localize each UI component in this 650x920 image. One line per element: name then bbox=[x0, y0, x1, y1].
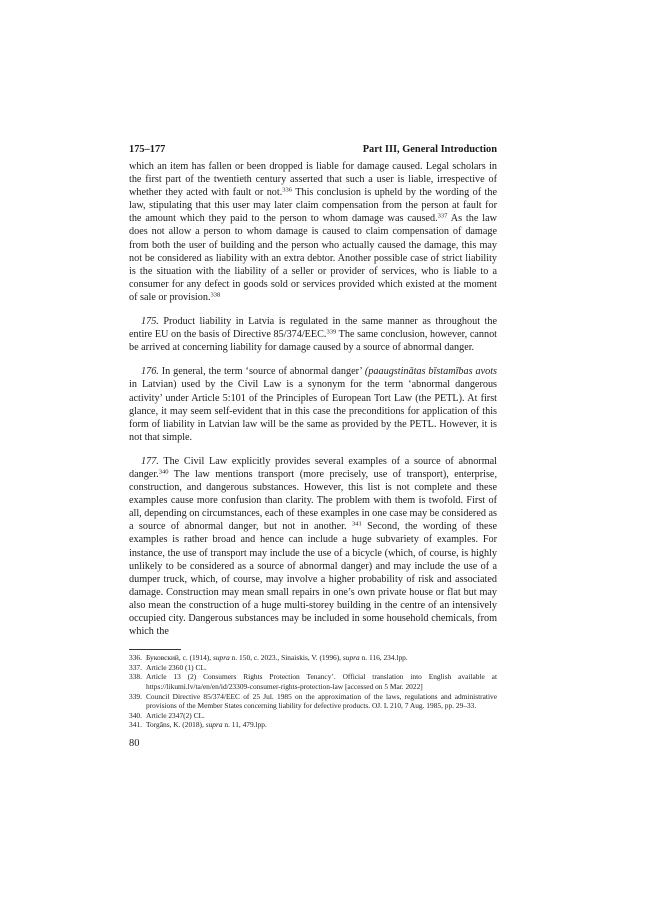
footnote-number: 336. bbox=[129, 653, 142, 663]
text: Second, the wording of these examples is rather broad and hence can include a huge subvariety of examples. For instance, the use of transport may include the use of a bicycle (which, of course, is highly unlikely to be considered as a source of abnormal danger) and may include the use of a dumper truck, which, of course, may involve a higher probability of risk and associated damage. Construction may mean small repairs in one’s own private house or flat but may also mean the construction of a huge multi-storey building in the centre of an intensively occupied city. Dangerous substances may be included in some household chemicals, from which the bbox=[129, 521, 497, 638]
footnote bbox=[129, 653, 497, 663]
citation-italic: supra bbox=[205, 720, 223, 730]
page-number: 80 bbox=[129, 737, 140, 749]
footnote-text bbox=[146, 692, 497, 711]
footnote-text bbox=[146, 663, 497, 673]
footnote-text bbox=[146, 711, 497, 721]
footnote bbox=[129, 663, 497, 673]
text: Product liability in Latvia is regulated in the same manner as throughout the entire EU on the basis of Directive 85/374/EEC. bbox=[129, 316, 498, 341]
latvian-term: (paaugstinātas bīstamības avots bbox=[364, 366, 497, 378]
paragraph-number: 176. bbox=[141, 366, 159, 378]
text: which an item has fallen or been dropped is liable for damage caused. Legal scholars in the first part of the twentieth century asserted that such a user is liable, irrespective of whether they acted with fault or not. bbox=[129, 161, 497, 199]
citation-text: n. 150, с. 2023., Sinaiskis, V. (1996), bbox=[229, 653, 343, 663]
footnote-divider bbox=[129, 649, 181, 650]
footnote-ref[interactable]: 336 bbox=[282, 186, 293, 194]
citation-text: Torgāns, K. (2018), bbox=[146, 720, 206, 730]
footnote-number: 341. bbox=[129, 720, 142, 730]
citation-text: Council Directive 85/374/EEC of 25 Jul. 1985 on the approximation of the laws, regulations and administrative provisions of the Member States concerning liability for defective products. OJ. L 210, 7 Aug. 1985, pp. 29–33. bbox=[146, 691, 497, 711]
footnote-text bbox=[146, 720, 497, 730]
text: This conclusion is upheld by the wording of the law, stipulating that this user may later claim compensation from the person at fault for the amount which they paid to the person to whom damage was caused. bbox=[129, 187, 498, 225]
running-header bbox=[129, 143, 497, 156]
footnote bbox=[129, 711, 497, 721]
footnote-number: 338. bbox=[129, 672, 142, 682]
citation-italic: supra bbox=[342, 653, 360, 663]
citation-text: Буковский, с. (1914), bbox=[146, 653, 213, 663]
text: The law mentions transport (more precisely, use of transport), enterprise, construction, and dangerous substances. However, this list is not complete and these examples cause more confusion than clarity. The problem with them is twofold. First of all, depending on circumstances, each of these examples in one case may be considered as a source of abnormal danger, but not in another. bbox=[129, 468, 497, 533]
book-page bbox=[129, 143, 497, 749]
text: As the law does not allow a person to whom damage is caused to claim compensation of damage from both the user of building and the person who actually caused the damage, this may not be considered as liability with an extra debtor. Another possible case of strict liability is the situation with the liability of a seller or provider of services, who is liable to a consumer for any defect in goods sold or services provided which existed at the moment of sale or provision. bbox=[129, 213, 498, 303]
footnotes bbox=[129, 653, 497, 730]
citation-text: Article 2347(2) CL. bbox=[146, 710, 205, 720]
footnote-number: 337. bbox=[129, 662, 142, 672]
citation-italic: supra bbox=[212, 653, 230, 663]
paragraph-176 bbox=[129, 365, 497, 444]
footnote-text bbox=[146, 653, 497, 663]
text: The same conclusion, however, cannot be arrived at concerning liability for damage caused by a source of abnormal danger. bbox=[129, 329, 497, 354]
footnote bbox=[129, 692, 497, 711]
footnote-ref[interactable]: 337 bbox=[437, 212, 448, 220]
text: in Latvian) used by the Civil Law is a synonym for the term ‘abnormal dangerous activity’ under Article 5:101 of the Principles of European Tort Law (the PETL). At first glance, it may seem self-evident that in this case the preconditions for application of this form of liability in Latvian law will be the same as provided by the PETL. However, it is not that simple. bbox=[129, 379, 497, 443]
citation-text: Article 2360 (1) CL. bbox=[146, 662, 207, 672]
paragraph-177 bbox=[129, 455, 497, 638]
text: The Civil Law explicitly provides several examples of a source of abnormal danger. bbox=[129, 455, 497, 480]
footnote-number: 339. bbox=[129, 691, 142, 701]
footnote-ref[interactable]: 338 bbox=[210, 291, 221, 299]
paragraph-175 bbox=[129, 315, 497, 354]
footnote-ref[interactable]: 341 bbox=[351, 520, 362, 528]
text: In general, the term ‘source of abnormal danger’ bbox=[161, 366, 365, 378]
paragraph-continued bbox=[129, 160, 497, 304]
footnote-ref[interactable]: 339 bbox=[326, 328, 337, 336]
footnote bbox=[129, 720, 497, 730]
footnote-number: 340. bbox=[129, 710, 142, 720]
footnote bbox=[129, 672, 497, 691]
header-part-title: Part III, General Introduction bbox=[362, 144, 497, 155]
header-section-numbers: 175–177 bbox=[129, 144, 166, 155]
citation-text: n. 11, 479.lpp. bbox=[222, 720, 267, 730]
citation-text: Article 13 (2) Consumers Rights Protection Tenancy’. Official translation into English available at https://likumi.lv/ta/en/en/id/23309-consumer-rights-protection-law [accessed on 5 Mar. 2022] bbox=[146, 672, 497, 691]
paragraph-number: 177. bbox=[141, 455, 159, 467]
citation-text: n. 116, 234.lpp. bbox=[359, 653, 408, 663]
footnote-ref[interactable]: 340 bbox=[158, 468, 169, 476]
footnote-text bbox=[146, 672, 497, 691]
paragraph-number: 175. bbox=[141, 316, 159, 328]
